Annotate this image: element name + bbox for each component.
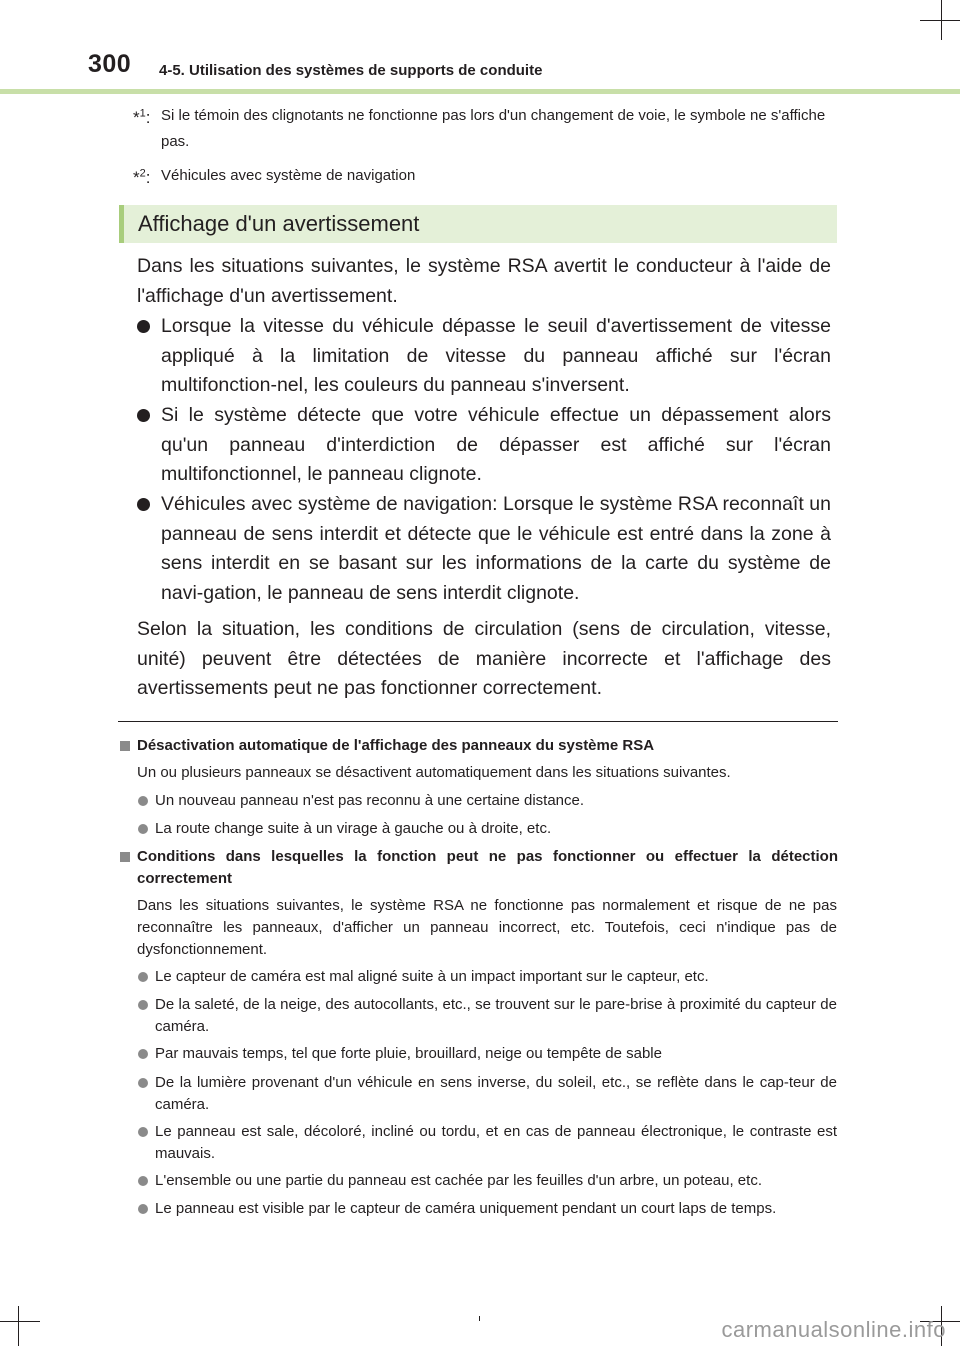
bullet-icon: [138, 796, 148, 806]
section-outro: Selon la situation, les conditions de circulation (sens de circulation, vitesse, unité) peuvent être détectées de manière incorrecte et l'affichage des avertissements peut ne pas fonctionner correctement.: [137, 618, 831, 699]
bullet-icon: [138, 824, 148, 834]
note-heading-text: Conditions dans lesquelles la fonction peut ne pas fonctionner ou effectuer la détection correctement: [137, 848, 838, 887]
note-text: Un ou plusieurs panneaux se désactivent automatiquement dans les situations suivantes.: [137, 764, 731, 781]
watermark: carmanualsonline.info: [721, 1317, 946, 1342]
list-item-text: Véhicules avec système de navigation: Lorsque le système RSA reconnaît un panneau de sens interdit et détecte que le véhicule est entré dans la zone à sens interdit en se basant sur les informations de la carte du système de navi-gation, le panneau de sens interdit clignote.: [161, 493, 831, 604]
bullet-icon: [137, 409, 150, 422]
list-item-text: L'ensemble ou une partie du panneau est cachée par les feuilles d'un arbre, un poteau, etc.: [155, 1172, 762, 1189]
divider: [118, 721, 838, 722]
footnote-mark: *$^1$:: [133, 107, 151, 127]
list-item-text: Si le système détecte que votre véhicule effectue un dépassement alors qu'un panneau d'interdiction de dépasser est affiché sur l'écran multifonctionnel, le panneau clignote.: [161, 404, 831, 485]
note-heading-text: Désactivation automatique de l'affichage des panneaux du système RSA: [137, 737, 655, 754]
section-intro: Dans les situations suivantes, le système RSA avertit le conducteur à l'aide de l'affichage d'un avertissement.: [137, 255, 831, 307]
bullet-icon: [138, 1127, 148, 1137]
bullet-icon: [138, 1204, 148, 1214]
bullet-icon: [138, 1078, 148, 1088]
list-item-text: De la lumière provenant d'un véhicule en sens inverse, du soleil, etc., se reflète dans le cap-teur de caméra.: [155, 1074, 837, 1113]
crop-mark: [0, 1321, 40, 1322]
footnote-mark: *$^2$:: [133, 167, 151, 187]
list-item-text: De la saleté, de la neige, des autocollants, etc., se trouvent sur le pare-brise à proximité du capteur de caméra.: [155, 996, 837, 1035]
crop-mark: [479, 1316, 480, 1321]
bullet-icon: [137, 498, 150, 511]
footnote-1: [133, 103, 833, 150]
footnote-text: Véhicules avec système de navigation: [161, 167, 416, 184]
list-item-text: Lorsque la vitesse du véhicule dépasse le seuil d'avertissement de vitesse appliqué à la limitation de vitesse du panneau affiché sur l'écran multifonction-nel, les couleurs du panneau s'inversent.: [161, 315, 831, 396]
list-item-text: Un nouveau panneau n'est pas reconnu à une certaine distance.: [155, 792, 585, 809]
bullet-icon: [138, 1049, 148, 1059]
list-item-text: Par mauvais temps, tel que forte pluie, brouillard, neige ou tempête de sable: [155, 1045, 662, 1062]
list-item-text: Le panneau est visible par le capteur de caméra uniquement pendant un court laps de temps.: [155, 1200, 777, 1217]
square-icon: [120, 852, 130, 862]
crop-mark: [18, 1306, 19, 1346]
crop-mark: [920, 20, 960, 21]
header-rule: [0, 89, 960, 94]
list-item-text: La route change suite à un virage à gauche ou à droite, etc.: [155, 820, 552, 837]
bullet-icon: [138, 1176, 148, 1186]
bullet-icon: [138, 972, 148, 982]
section-heading-text: Affichage d'un avertissement: [138, 211, 420, 236]
chapter-title: 4-5. Utilisation des systèmes de supports de conduite: [159, 62, 543, 79]
list-item-text: Le capteur de caméra est mal aligné suite à un impact important sur le capteur, etc.: [155, 968, 709, 985]
footnote-2: [133, 163, 833, 195]
page-number: 300: [88, 50, 132, 78]
list-item-text: Le panneau est sale, décoloré, incliné ou tordu, et en cas de panneau électronique, le contraste est mauvais.: [155, 1123, 837, 1162]
section-heading: [119, 205, 837, 243]
bullet-icon: [137, 320, 150, 333]
bullet-icon: [138, 1000, 148, 1010]
footnote-text: Si le témoin des clignotants ne fonctionne pas lors d'un changement de voie, le symbole ne s'affiche pas.: [161, 107, 826, 150]
note-text: Dans les situations suivantes, le système RSA ne fonctionne pas normalement et risque de ne pas reconnaître les panneaux, d'afficher un panneau incorrect, etc. Toutefois, ceci n'indique pas de dysfonctionnement.: [137, 897, 837, 958]
square-icon: [120, 741, 130, 751]
